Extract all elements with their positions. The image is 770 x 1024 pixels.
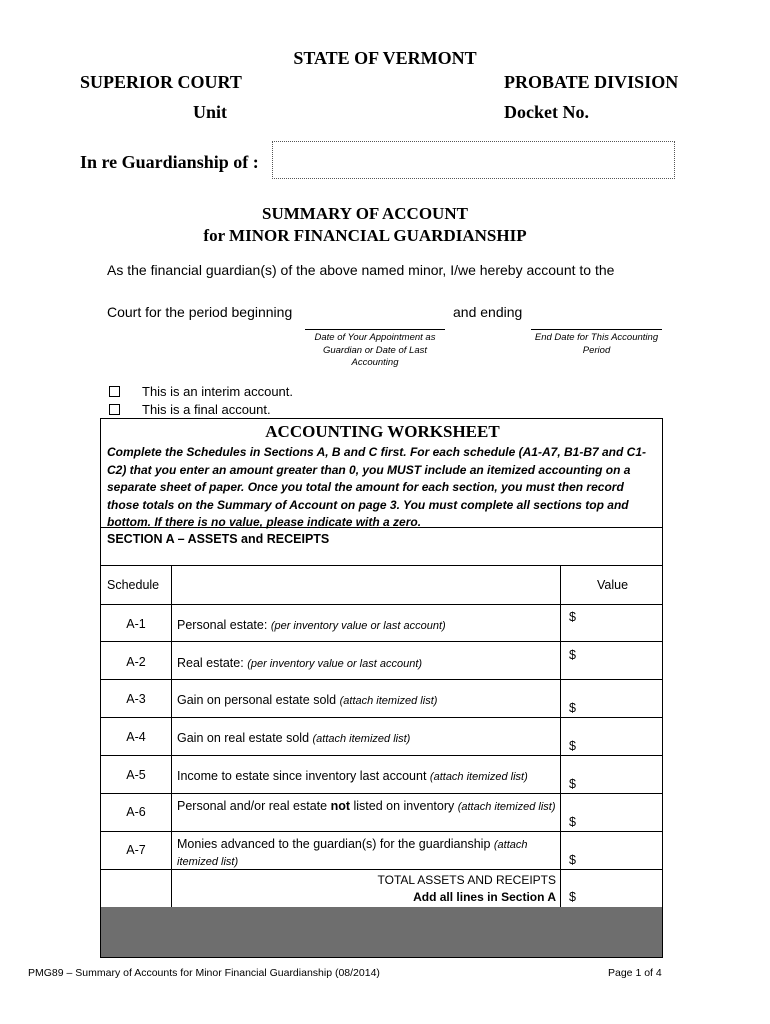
schedule-description [177, 836, 557, 870]
schedule-note: (per inventory value or last account) [247, 658, 423, 670]
intro-text: As the financial guardian(s) of the above named minor, I/we hereby account to the [107, 262, 615, 278]
form-id-footer: PMG89 – Summary of Accounts for Minor Financial Guardianship (08/2014) [28, 967, 380, 979]
schedule-note: (attach itemized list) [339, 695, 438, 707]
interim-label: This is an interim account. [142, 384, 294, 399]
state-heading: STATE OF VERMONT [293, 48, 477, 68]
form-title-line2: for MINOR FINANCIAL GUARDIANSHIP [203, 226, 527, 245]
divider [101, 565, 662, 566]
schedule-label: Real estate: [177, 656, 248, 670]
schedule-label: Income to estate since inventory last account [177, 769, 430, 783]
begin-date-caption: Date of Your Appointment as Guardian or Date of Last Accounting [314, 332, 436, 368]
schedule-label-suffix: listed on inventory [350, 799, 458, 813]
divider [101, 527, 662, 528]
total-value-field[interactable]: $ [569, 890, 576, 904]
schedule-description [177, 798, 557, 815]
total-label: TOTAL ASSETS AND RECEIPTS [377, 873, 556, 887]
value-field-a3[interactable]: $ [569, 701, 576, 715]
accounting-worksheet [100, 418, 663, 958]
schedule-code: A-5 [126, 768, 146, 782]
schedule-note: (attach itemized list) [429, 771, 528, 783]
value-field-a7[interactable]: $ [569, 853, 576, 867]
schedule-label: Gain on real estate sold [177, 731, 313, 745]
end-date-field[interactable] [531, 329, 662, 330]
value-field-a2[interactable]: $ [569, 648, 576, 662]
schedule-note: (attach itemized list) [177, 839, 528, 868]
schedule-description [177, 617, 557, 634]
schedule-note: (attach itemized list) [457, 801, 556, 813]
schedule-column-header: Schedule [107, 578, 160, 592]
page-number: Page 1 of 4 [608, 967, 662, 979]
schedule-label-emphasis: not [330, 799, 351, 813]
total-instruction: Add all lines in Section A [413, 890, 556, 904]
interim-account-option[interactable] [109, 384, 293, 399]
worksheet-instructions: Complete the Schedules in Sections A, B and C first. For each schedule (A1-A7, B1-B7 and C1-C2) that you enter an amount greater than 0, you MUST include an itemized accounting on a separate sheet of paper. Once you total the amount for each section, you must then record those totals on the Summary of Account on page 3. You must complete all sections top and bottom. If there is no value, please indicate with a zero. [107, 445, 646, 529]
in-re-label: In re Guardianship of : [80, 152, 259, 172]
final-checkbox[interactable] [109, 404, 120, 415]
value-field-a1[interactable]: $ [569, 610, 576, 624]
schedule-note: (per inventory value or last account) [270, 620, 446, 632]
schedule-description [177, 730, 557, 747]
final-label: This is a final account. [142, 402, 271, 417]
schedule-code: A-6 [126, 805, 146, 819]
worksheet-title: ACCOUNTING WORKSHEET [265, 422, 500, 441]
divider [101, 755, 662, 756]
schedule-description [177, 655, 557, 672]
court-label: SUPERIOR COURT [80, 72, 242, 92]
schedule-code: A-3 [126, 692, 146, 706]
schedule-description [177, 692, 557, 709]
schedule-note: (attach itemized list) [312, 733, 411, 745]
section-a-total-label [301, 872, 556, 906]
column-divider [171, 565, 172, 907]
value-field-a5[interactable]: $ [569, 777, 576, 791]
divider [101, 641, 662, 642]
schedule-description [177, 768, 557, 785]
divider [101, 604, 662, 605]
schedule-code: A-1 [126, 617, 146, 631]
docket-label: Docket No. [504, 102, 589, 122]
column-divider [560, 565, 561, 907]
value-column-header: Value [597, 578, 629, 592]
divider [101, 793, 662, 794]
schedule-label: Gain on personal estate sold [177, 693, 340, 707]
final-account-option[interactable] [109, 402, 271, 417]
interim-checkbox[interactable] [109, 386, 120, 397]
divider [101, 869, 662, 870]
period-begin-label: Court for the period beginning [107, 304, 293, 320]
form-title [0, 203, 730, 247]
schedule-label: Monies advanced to the guardian(s) for the guardianship [177, 837, 494, 851]
divider [101, 831, 662, 832]
schedule-label: Personal estate: [177, 618, 271, 632]
schedule-code: A-2 [126, 655, 146, 669]
end-date-caption: End Date for This Accounting Period [534, 332, 659, 356]
period-end-label: and ending [453, 304, 523, 320]
schedule-code: A-4 [126, 730, 146, 744]
unit-label: Unit [193, 102, 228, 122]
begin-date-field[interactable] [305, 329, 445, 330]
divider [101, 717, 662, 718]
section-a-title: SECTION A – ASSETS and RECEIPTS [107, 532, 330, 546]
schedule-label: Personal and/or real estate [177, 799, 331, 813]
form-title-line1: SUMMARY OF ACCOUNT [262, 204, 468, 223]
guardianship-name-field[interactable] [272, 141, 675, 179]
divider [101, 679, 662, 680]
shaded-separator [101, 907, 662, 957]
value-field-a4[interactable]: $ [569, 739, 576, 753]
value-field-a6[interactable]: $ [569, 815, 576, 829]
schedule-code: A-7 [126, 843, 146, 857]
division-label: PROBATE DIVISION [504, 72, 679, 92]
